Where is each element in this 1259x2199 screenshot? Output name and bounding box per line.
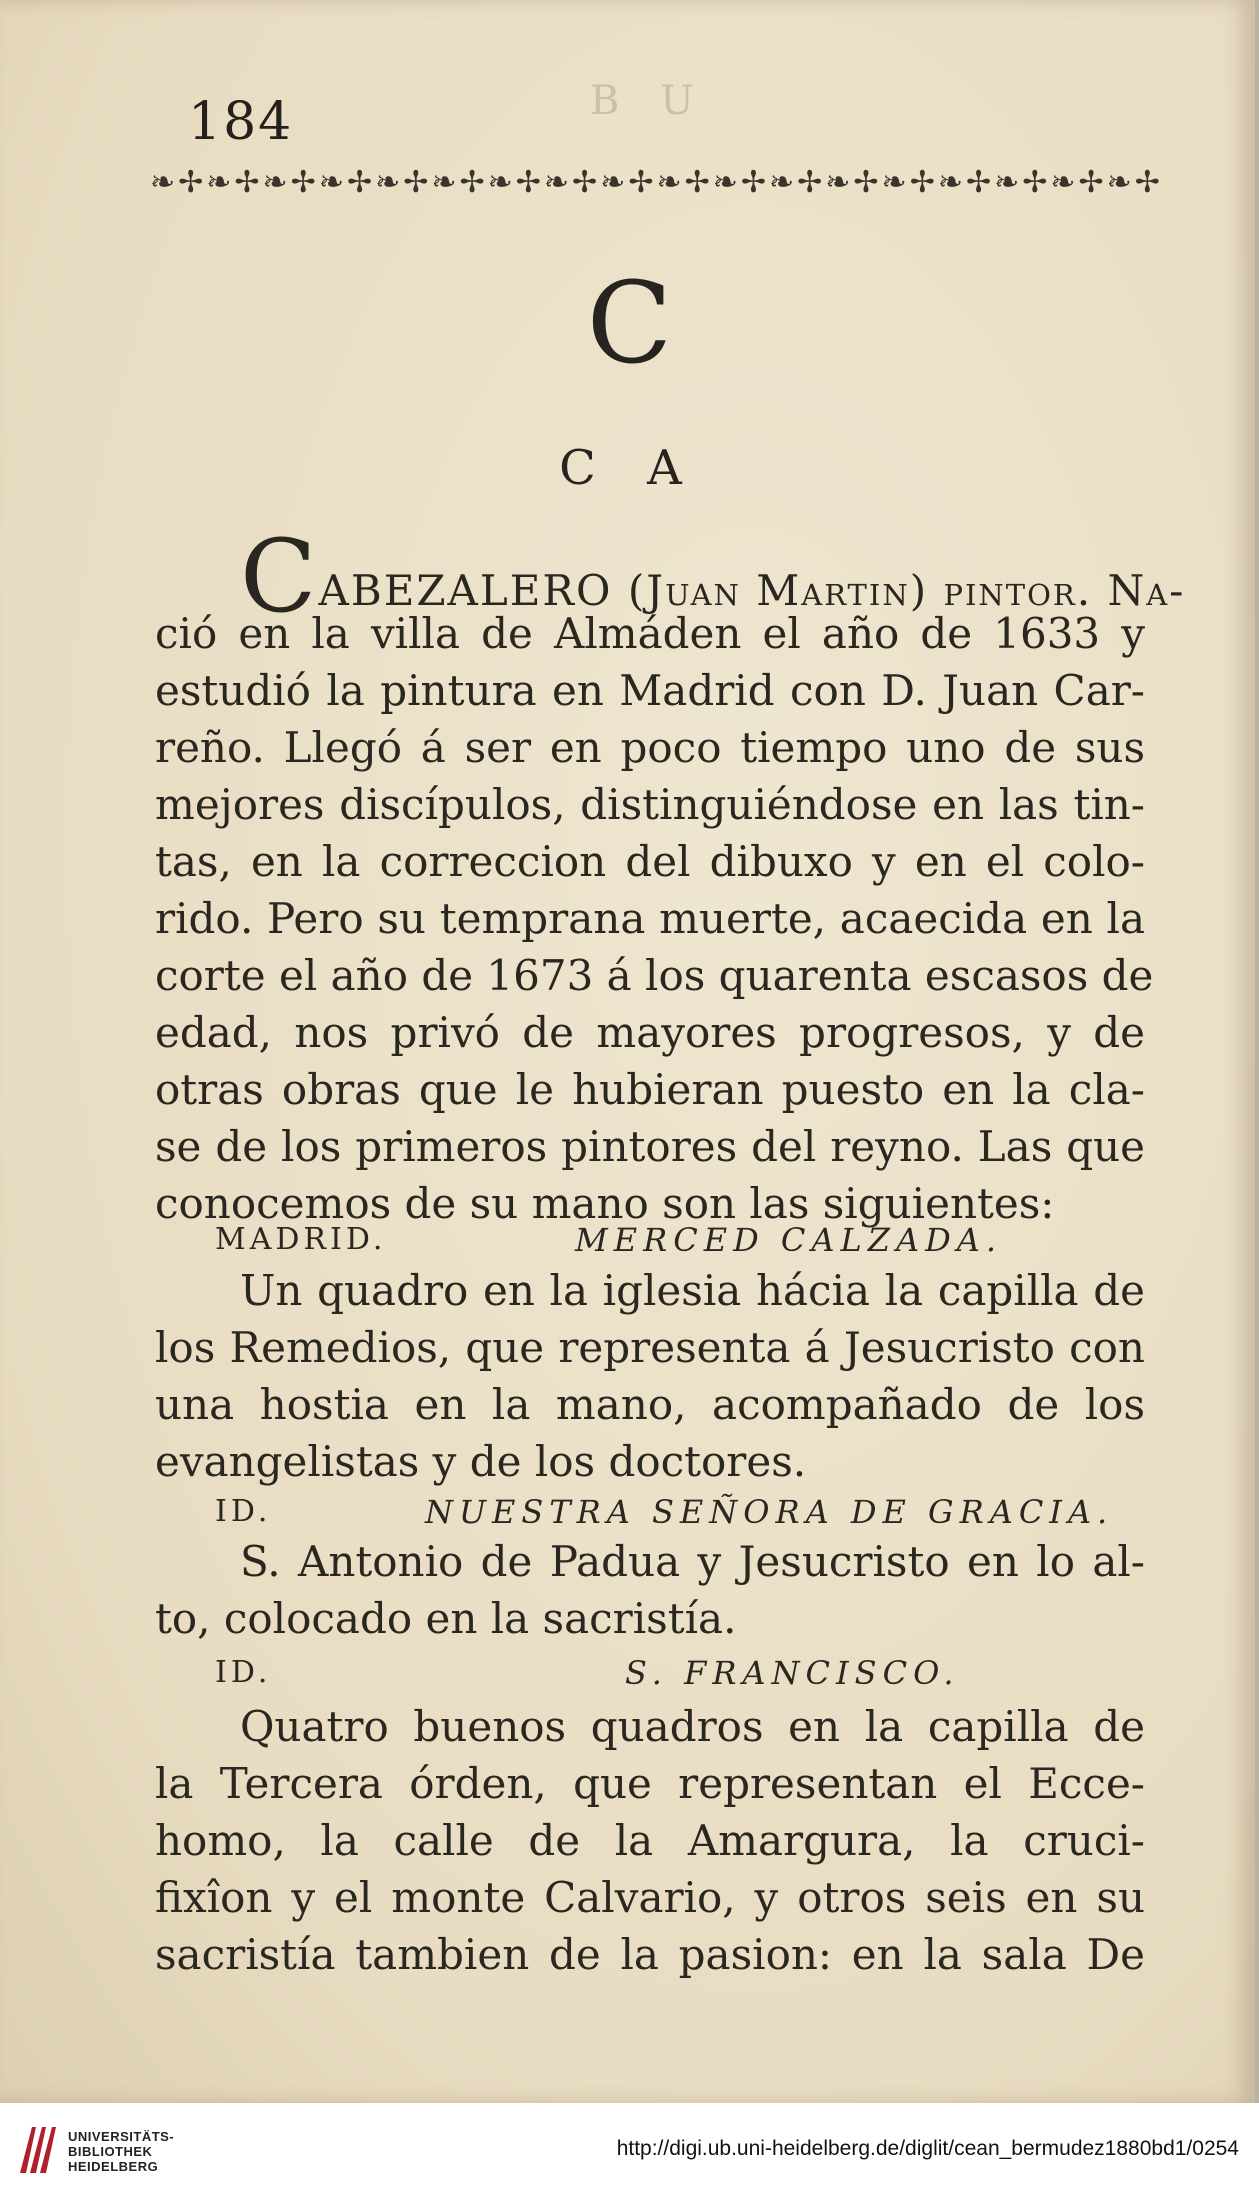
text-line: rido. Pero su temprana muerte, acaecida en la xyxy=(155,894,1145,943)
text-line: sacristía tambien de la pasion: en la sala De xyxy=(155,1930,1145,1979)
permalink-url[interactable]: http://digi.ub.uni-heidelberg.de/diglit/cean_bermudez1880bd1/0254 xyxy=(616,2137,1239,2160)
text-line: reño. Llegó á ser en poco tiempo uno de sus xyxy=(155,723,1145,772)
entry-paragraph xyxy=(155,1698,1145,1983)
entry-paragraph xyxy=(155,518,1186,1232)
library-name: UNIVERSITÄTS- BIBLIOTHEK HEIDELBERG xyxy=(68,2129,175,2174)
place-label: S. FRANCISCO. xyxy=(625,1654,960,1692)
text-line: tas, en la correccion del dibuxo y en el colo- xyxy=(155,837,1145,886)
text-line: Quatro buenos quadros en la capilla de xyxy=(240,1702,1145,1751)
text-line: mejores discípulos, distinguiéndose en las tin- xyxy=(155,780,1145,829)
viewer-footer xyxy=(0,2103,1259,2199)
city-label: ID. xyxy=(215,1494,272,1529)
text-line: corte el año de 1673 á los quarenta escasos de xyxy=(155,951,1154,1000)
page-number: 184 xyxy=(188,92,294,152)
text-line: otras obras que le hubieran puesto en la cla- xyxy=(155,1065,1145,1114)
place-label: NUESTRA SEÑORA DE GRACIA. xyxy=(425,1493,1114,1531)
text-line: edad, nos privó de mayores progresos, y de xyxy=(155,1008,1145,1057)
city-label: MADRID. xyxy=(215,1222,387,1257)
text-line: conocemos de su mano son las siguientes: xyxy=(155,1179,1055,1228)
text-line: ció en la villa de Almáden el año de 1633 y xyxy=(155,609,1145,658)
entry-paragraph xyxy=(155,1533,1145,1647)
ornamental-border: ❧✢❧✢❧✢❧✢❧✢❧✢❧✢❧✢❧✢❧✢❧✢❧✢❧✢❧✢❧✢❧✢❧✢❧✢ xyxy=(150,165,1163,200)
text-line-content: ABEZALERO (Juan Martin) pintor. Na- xyxy=(318,566,1186,615)
text-line: fixîon y el monte Calvario, y otros seis en su xyxy=(155,1873,1145,1922)
section-letter: C xyxy=(586,259,673,389)
text-line: los Remedios, que representa á Jesucristo con xyxy=(155,1323,1145,1372)
location-heading xyxy=(155,1215,1145,1265)
text-line: to, colocado en la sacristía. xyxy=(155,1594,737,1643)
text-line: S. Antonio de Padua y Jesucristo en lo al- xyxy=(240,1537,1145,1586)
location-heading xyxy=(155,1487,1145,1537)
city-label: ID. xyxy=(215,1655,272,1690)
text-line: Un quadro en la iglesia hácia la capilla de xyxy=(240,1266,1145,1315)
text-line: la Tercera órden, que representan el Ecce- xyxy=(155,1759,1145,1808)
drop-cap: C xyxy=(240,518,317,635)
entry-paragraph xyxy=(155,1262,1145,1490)
text-line: estudió la pintura en Madrid con D. Juan Car- xyxy=(155,666,1145,715)
text-line: homo, la calle de la Amargura, la cruci- xyxy=(155,1816,1145,1865)
running-head: B U xyxy=(590,78,708,124)
text-line: se de los primeros pintores del reyno. Las que xyxy=(155,1122,1145,1171)
subsection-heading: C A xyxy=(559,440,700,496)
text-line: evangelistas y de los doctores. xyxy=(155,1437,807,1486)
text-line: una hostia en la mano, acompañado de los xyxy=(155,1380,1145,1429)
location-heading xyxy=(155,1648,1145,1698)
library-logo-icon xyxy=(14,2119,60,2179)
place-label: MERCED CALZADA. xyxy=(575,1221,1003,1259)
